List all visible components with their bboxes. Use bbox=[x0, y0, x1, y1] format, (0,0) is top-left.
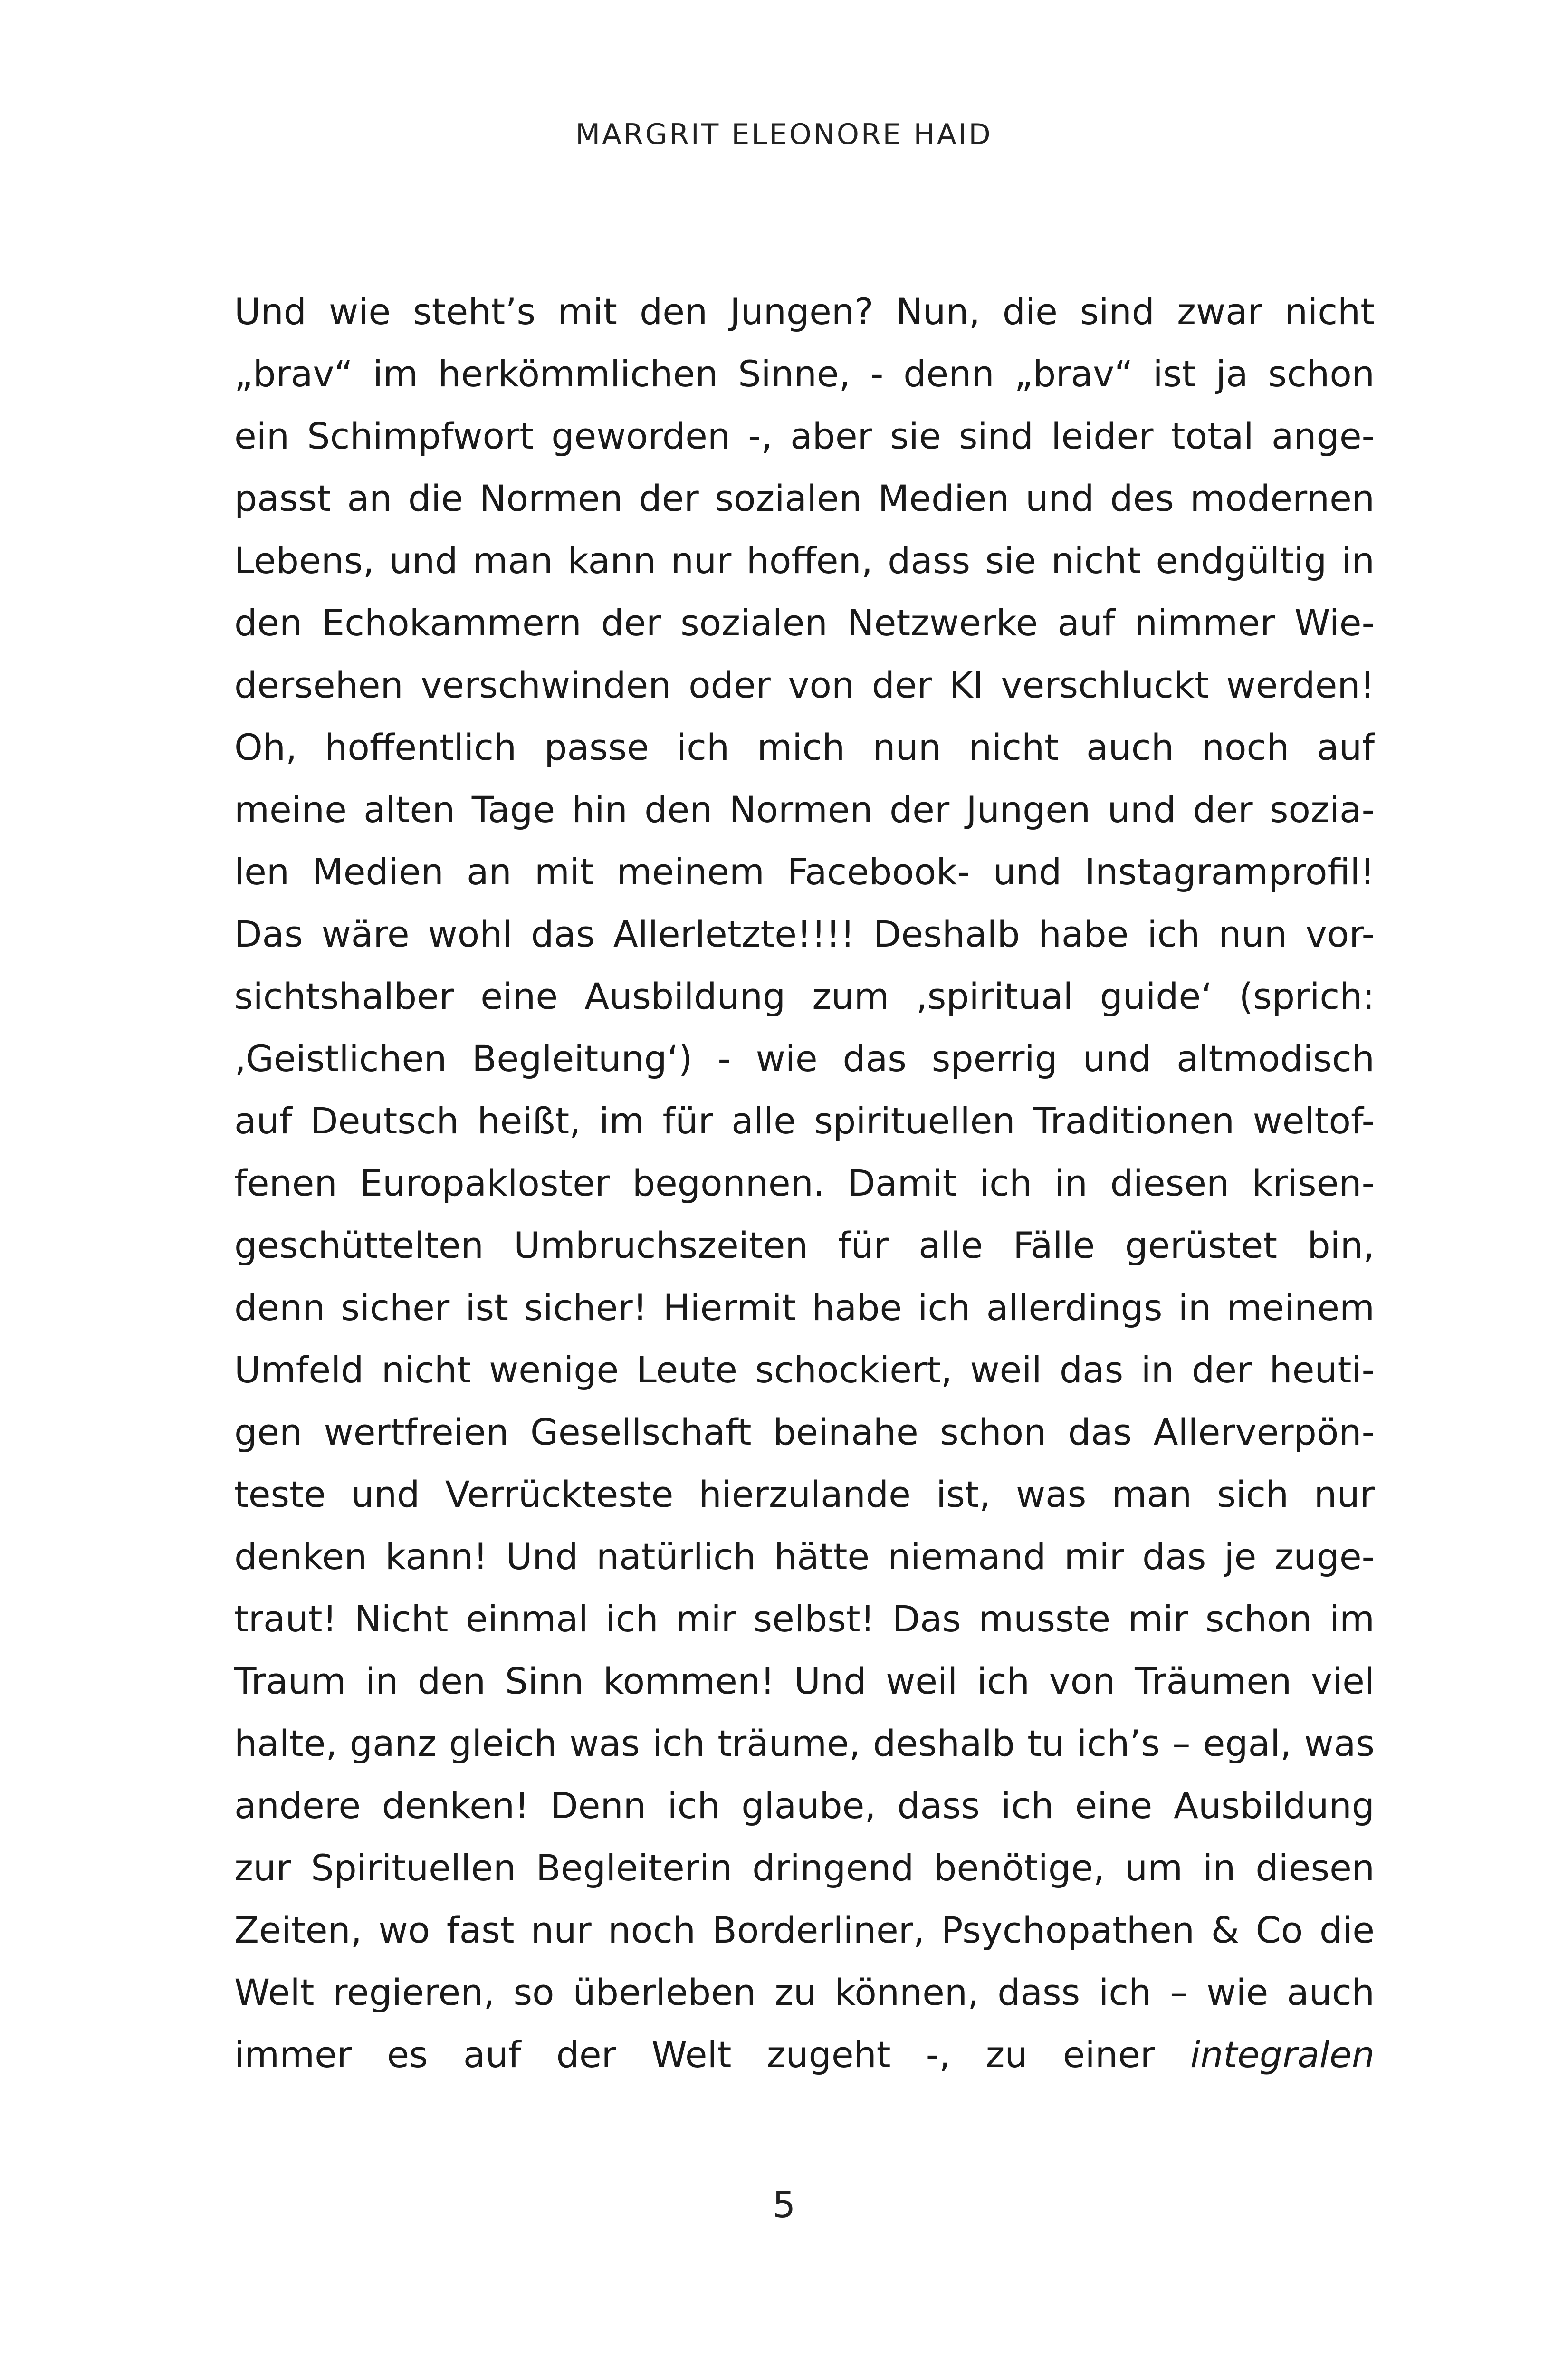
text-line: Traum in den Sinn kommen! Und weil ich von Träumen viel bbox=[234, 1660, 1375, 1702]
text-line: fenen Europakloster begonnen. Damit ich in diesen krisen- bbox=[234, 1162, 1375, 1204]
text-line-last bbox=[234, 2023, 1375, 2086]
text-line: Umfeld nicht wenige Leute schockiert, weil das in der heuti- bbox=[234, 1349, 1375, 1391]
text-line: meine alten Tage hin den Normen der Jungen und der sozia- bbox=[234, 788, 1375, 831]
text-line: Das wäre wohl das Allerletzte!!!! Deshalb habe ich nun vor- bbox=[234, 913, 1375, 955]
text-line: halte, ganz gleich was ich träume, deshalb tu ich’s – egal, was bbox=[234, 1722, 1375, 1764]
last-line-start: immer es auf der Welt zugeht -, zu einer bbox=[234, 2033, 1155, 2076]
page-number: 5 bbox=[772, 2184, 796, 2226]
text-line: len Medien an mit meinem Facebook- und Instagramprofil! bbox=[234, 851, 1375, 893]
text-line: geschüttelten Umbruchszeiten für alle Fälle gerüstet bin, bbox=[234, 1224, 1375, 1266]
text-line: ein Schimpfwort geworden -, aber sie sind leider total ange- bbox=[234, 415, 1375, 457]
running-head-author: MARGRIT ELEONORE HAID bbox=[575, 118, 993, 151]
text-line: teste und Verrückteste hierzulande ist, was man sich nur bbox=[234, 1473, 1375, 1515]
text-line: den Echokammern der sozialen Netzwerke auf nimmer Wie- bbox=[234, 602, 1375, 644]
body-text bbox=[234, 280, 1375, 2086]
text-line: traut! Nicht einmal ich mir selbst! Das musste mir schon im bbox=[234, 1598, 1375, 1640]
text-line: dersehen verschwinden oder von der KI verschluckt werden! bbox=[234, 664, 1375, 706]
italic-word: integralen bbox=[1190, 2033, 1375, 2076]
text-line: Oh, hoffentlich passe ich mich nun nicht auch noch auf bbox=[234, 726, 1375, 768]
text-line: auf Deutsch heißt, im für alle spirituellen Traditionen weltof- bbox=[234, 1100, 1375, 1142]
text-line: andere denken! Denn ich glaube, dass ich eine Ausbildung bbox=[234, 1784, 1375, 1827]
text-line: zur Spirituellen Begleiterin dringend benötige, um in diesen bbox=[234, 1847, 1375, 1889]
text-line: ‚Geistlichen Begleitung‘) - wie das sperrig und altmodisch bbox=[234, 1037, 1375, 1080]
text-line: gen wertfreien Gesellschaft beinahe schon das Allerverpön- bbox=[234, 1411, 1375, 1453]
text-line: Und wie steht’s mit den Jungen? Nun, die sind zwar nicht bbox=[234, 290, 1375, 333]
text-line: „brav“ im herkömmlichen Sinne, - denn „brav“ ist ja schon bbox=[234, 353, 1375, 395]
text-line: sichtshalber eine Ausbildung zum ‚spiritual guide‘ (sprich: bbox=[234, 975, 1375, 1017]
text-line: Welt regieren, so überleben zu können, dass ich – wie auch bbox=[234, 1971, 1375, 2013]
text-line: denken kann! Und natürlich hätte niemand mir das je zuge- bbox=[234, 1535, 1375, 1578]
text-line: passt an die Normen der sozialen Medien und des modernen bbox=[234, 477, 1375, 519]
text-line: Zeiten, wo fast nur noch Borderliner, Psychopathen & Co die bbox=[234, 1909, 1375, 1951]
text-line: Lebens, und man kann nur hoffen, dass sie nicht endgültig in bbox=[234, 539, 1375, 582]
text-line: denn sicher ist sicher! Hiermit habe ich allerdings in meinem bbox=[234, 1286, 1375, 1329]
